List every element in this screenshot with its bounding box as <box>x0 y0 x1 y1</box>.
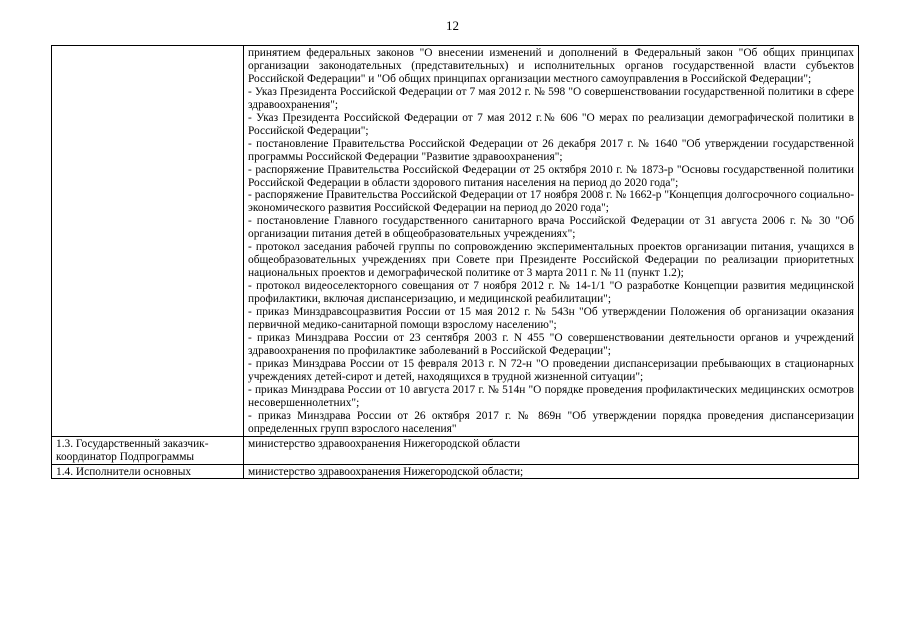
legal-basis-item: - постановление Правительства Российской Федерации от 26 декабря 2017 г. № 1640 "Об утверждении государственной программы Российской Федерации "Развитие здравоохранения"; <box>248 137 854 163</box>
legal-basis-item: - Указ Президента Российской Федерации от 7 мая 2012 г.№ 606 "О мерах по реализации демографической политики в Российской Федерации"; <box>248 111 854 137</box>
page-number: 12 <box>446 18 459 33</box>
row-label-cell: 1.3. Государственный заказчик-координатор Подпрограммы <box>52 436 244 464</box>
legal-basis-item: - Указ Президента Российской Федерации от 7 мая 2012 г. № 598 "О совершенствовании государственной политики в сфере здравоохранения"; <box>248 85 854 111</box>
legal-basis-item: - протокол видеоселекторного совещания от 7 ноября 2012 г. № 14-1/1 "О разработке Концепции развития медицинской профилактики, включая диспансеризацию, и медицинской реабилитации"; <box>248 280 854 306</box>
legal-basis-item: - распоряжение Правительства Российской Федерации от 25 октября 2010 г. № 1873-р "Основы государственной политики Российской Федерации в области здорового питания населения на период до 2020 года"; <box>248 163 854 189</box>
table-row <box>52 46 859 437</box>
legal-basis-item: - приказ Минздрава России от 15 февраля 2013 г. N 72-н "О проведении диспансеризации пребывающих в стационарных учреждениях детей-сирот и детей, находящихся в трудной жизненной ситуации"; <box>248 357 854 383</box>
legal-basis-item: - распоряжение Правительства Российской Федерации от 17 ноября 2008 г. № 1662-р "Концепция долгосрочного социально-экономического развития Российской Федерации на период до 2020 года"; <box>248 189 854 215</box>
legal-basis-item: - приказ Минздрава России от 23 сентября 2003 г. N 455 "О совершенствовании деятельности органов и учреждений здравоохранения по профилактике заболеваний в Российской Федерации"; <box>248 331 854 357</box>
row-value-cell: министерство здравоохранения Нижегородской области <box>244 436 859 464</box>
legal-basis-item: - постановление Главного государственного санитарного врача Российской Федерации от 31 августа 2006 г. № 30 "Об организации питания детей в общеобразовательных учреждениях"; <box>248 215 854 241</box>
row-label-cell <box>52 46 244 437</box>
passport-table <box>51 45 859 479</box>
row-value-cell: министерство здравоохранения Нижегородской области; <box>244 464 859 479</box>
table-row <box>52 436 859 464</box>
legal-basis-item: - протокол заседания рабочей группы по сопровождению экспериментальных проектов организации питания, учащихся в общеобразовательных учреждениях при Совете при Президенте Российской Федерации по реализации приоритетных национальных проектов и демографической политике от 3 марта 2011 г. № 11 (пункт 1.2); <box>248 241 854 280</box>
legal-basis-item: принятием федеральных законов "О внесении изменений и дополнений в Федеральный закон "Об общих принципах организации законодательных (представительных) и исполнительных органов государственной власти субъектов Российской Федерации" и "Об общих принципах организации местного самоуправления в Российской Федерации"; <box>248 47 854 85</box>
row-label-cell: 1.4. Исполнители основных <box>52 464 244 479</box>
legal-basis-item: - приказ Минздрава России от 10 августа 2017 г. № 514н "О порядке проведения профилактических медицинских осмотров несовершеннолетних"; <box>248 383 854 409</box>
legal-basis-cell <box>244 46 859 437</box>
legal-basis-item: - приказ Минздравсоцразвития России от 15 мая 2012 г. № 543н "Об утверждении Положения об организации оказания первичной медико-санитарной помощи взрослому населению"; <box>248 306 854 332</box>
table-row <box>52 464 859 479</box>
legal-basis-item: - приказ Минздрава России от 26 октября 2017 г. № 869н "Об утверждении порядка проведения диспансеризации определенных групп взрослого населения" <box>248 409 854 435</box>
